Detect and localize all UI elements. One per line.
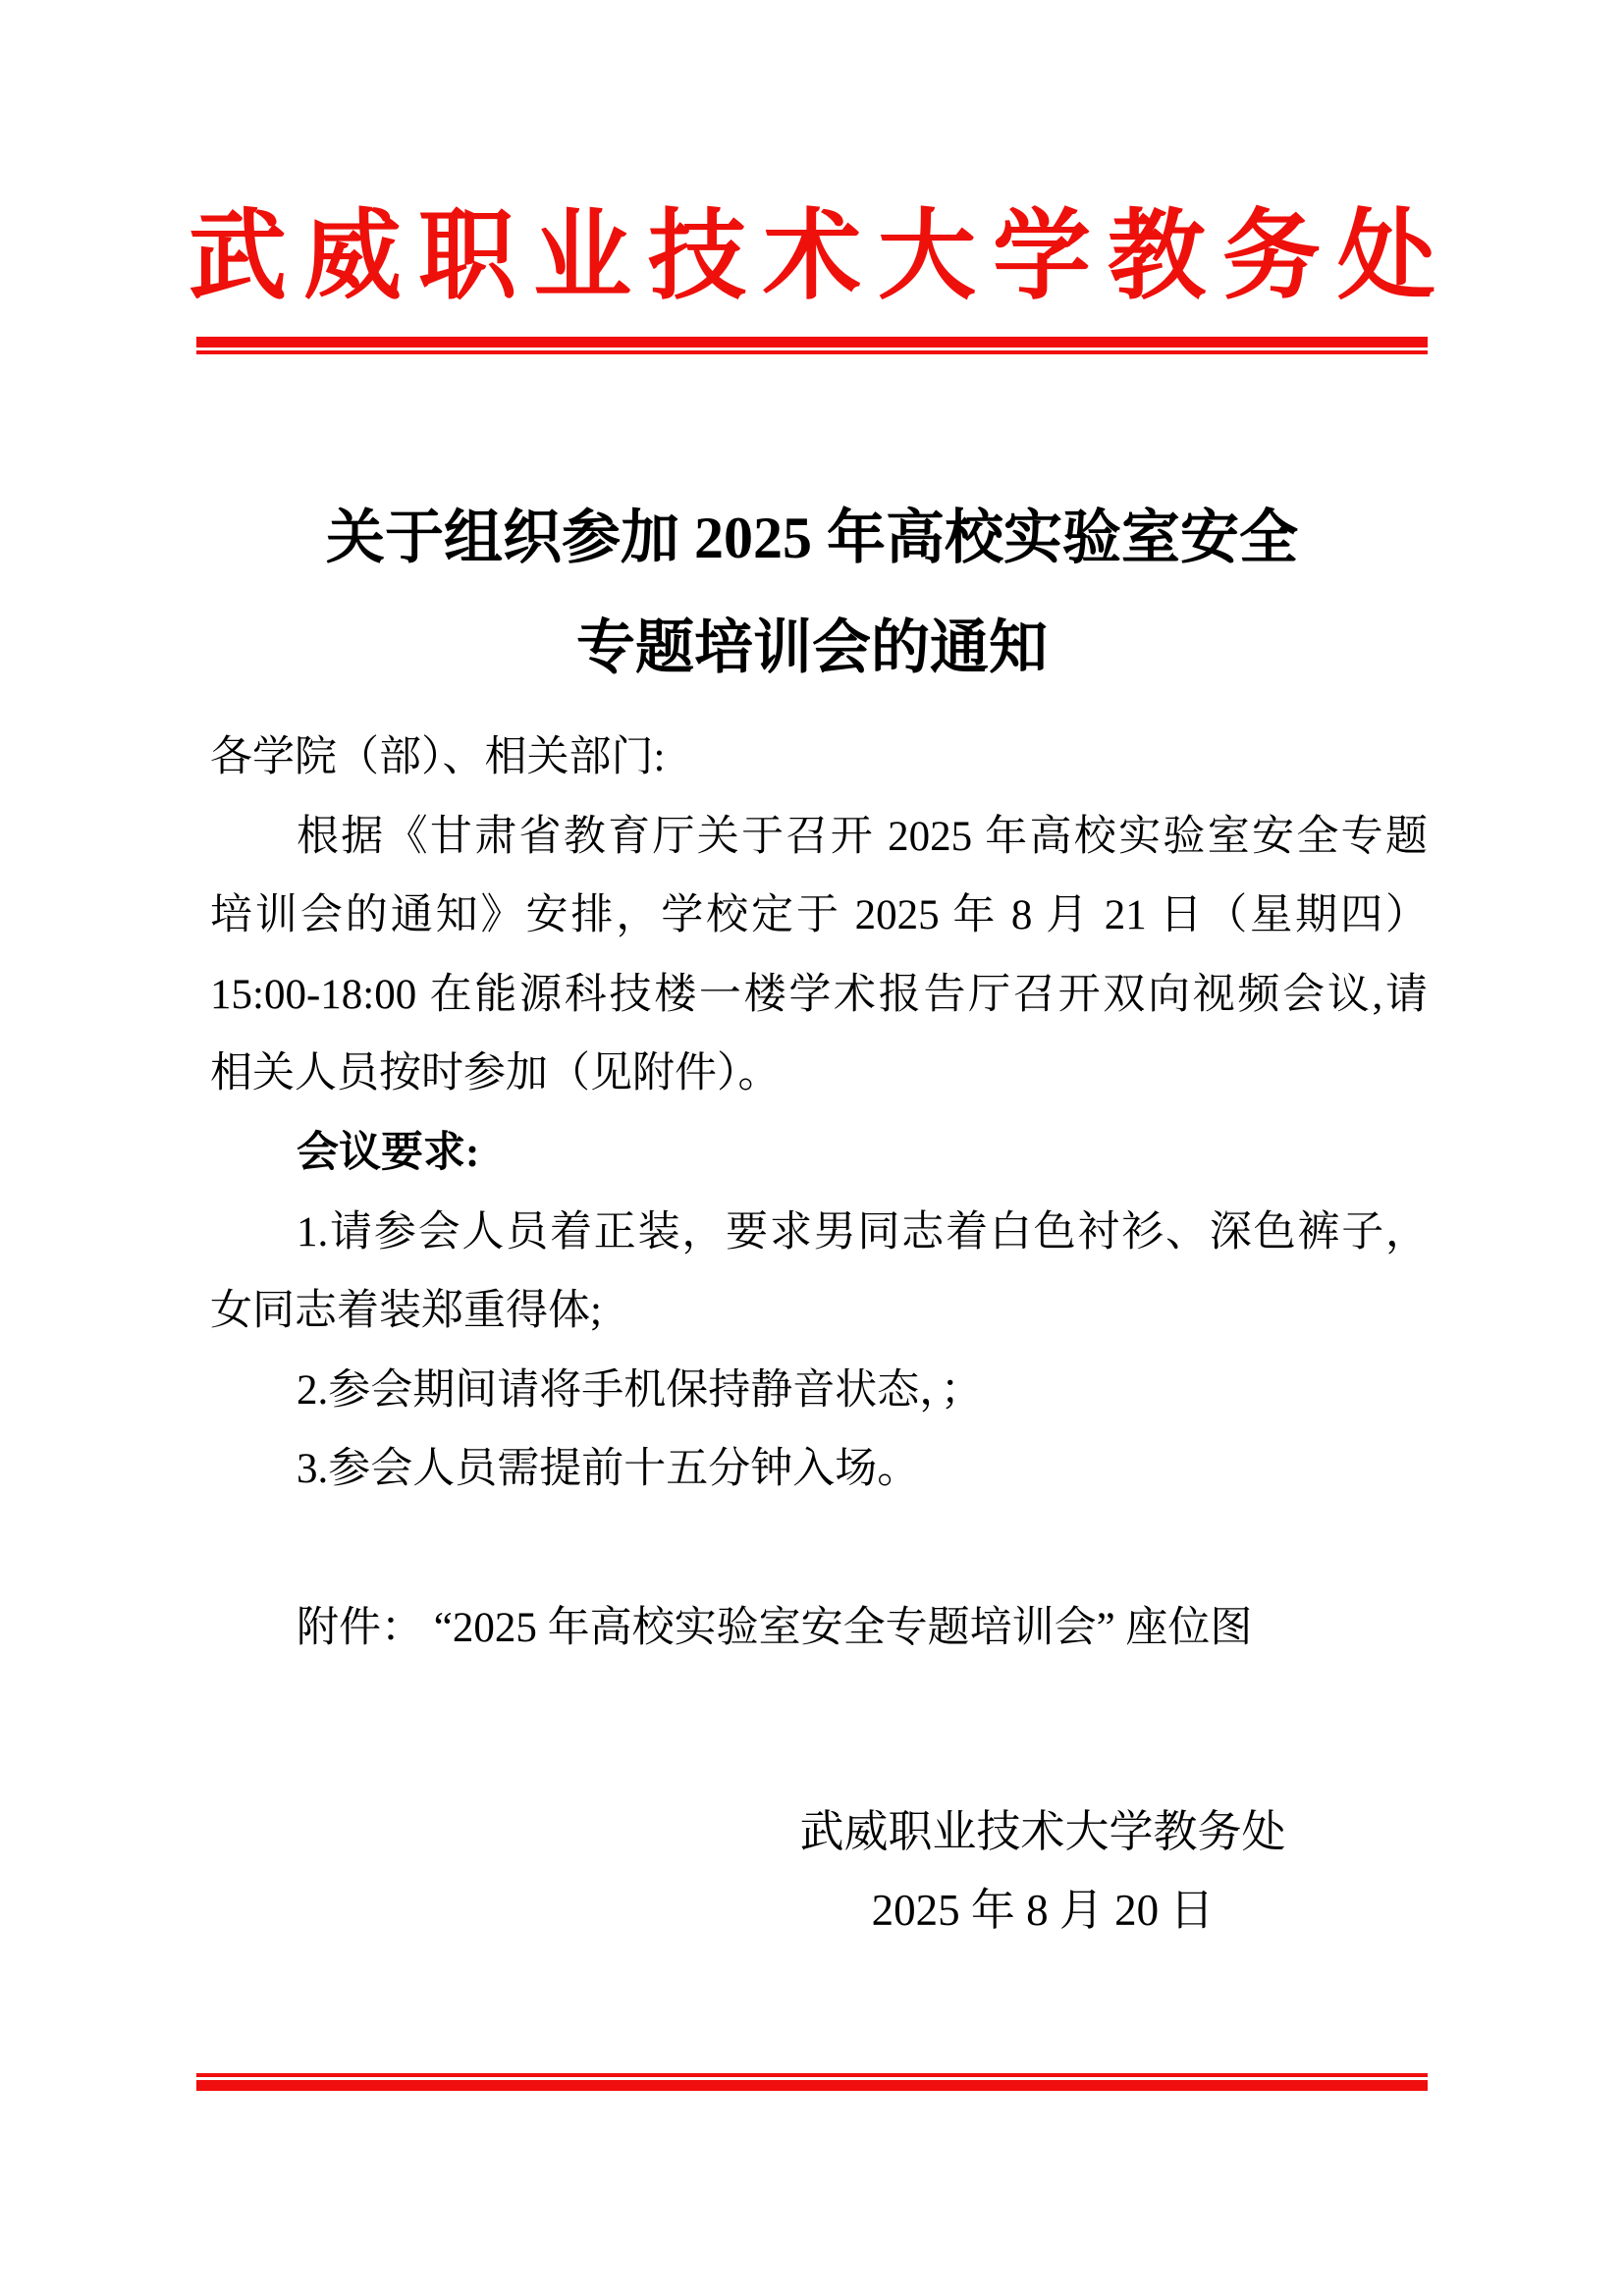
bottom-double-rule bbox=[196, 2073, 1428, 2091]
body-line: 附件： “2025 年高校实验室安全专题培训会” 座位图 bbox=[297, 1604, 1253, 1651]
body-line: 1.请参会人员着正装，要求男同志着白色衬衫、深色裤子， bbox=[297, 1208, 1428, 1255]
body-line: 3.参会人员需提前十五分钟入场。 bbox=[297, 1446, 920, 1493]
body-line: 根据《甘肃省教育厅关于召开 2025 年高校实验室安全专题 bbox=[297, 813, 1428, 860]
bottom-rule-thick-bar bbox=[196, 2080, 1428, 2091]
body-line: 15:00-18:00 在能源科技楼一楼学术报告厅召开双向视频会议,请 bbox=[210, 971, 1428, 1018]
body-blank-line bbox=[210, 1510, 1428, 1589]
notice-title-line-1: 关于组织参加 2025 年高校实验室安全 bbox=[326, 506, 1298, 570]
document-body bbox=[210, 719, 1428, 1668]
signature-date: 2025 年 8 月 20 日 bbox=[871, 1886, 1215, 1935]
top-rule-thick-bar bbox=[196, 337, 1428, 347]
body-line: 各学院（部）、相关部门: bbox=[210, 734, 666, 780]
body-line: 相关人员按时参加（见附件）。 bbox=[210, 1050, 781, 1097]
body-line: 2.参会期间请将手机保持静音状态，； bbox=[297, 1366, 983, 1414]
signature-block bbox=[650, 1792, 1435, 1949]
notice-title-line-2: 专题培训会的通知 bbox=[576, 615, 1048, 680]
top-double-rule bbox=[196, 337, 1428, 354]
letterhead-title: 武威职业技术大学教务处 bbox=[189, 202, 1452, 311]
body-line: 女同志着装郑重得体; bbox=[210, 1288, 602, 1335]
signature-org: 武威职业技术大学教务处 bbox=[799, 1807, 1286, 1856]
body-line: 会议要求: bbox=[297, 1129, 480, 1176]
top-rule-thin-bar bbox=[196, 350, 1428, 354]
notice-title bbox=[0, 483, 1624, 703]
body-line: 培训会的通知》安排，学校定于 2025 年 8 月 21 日（星期四） bbox=[210, 892, 1428, 939]
